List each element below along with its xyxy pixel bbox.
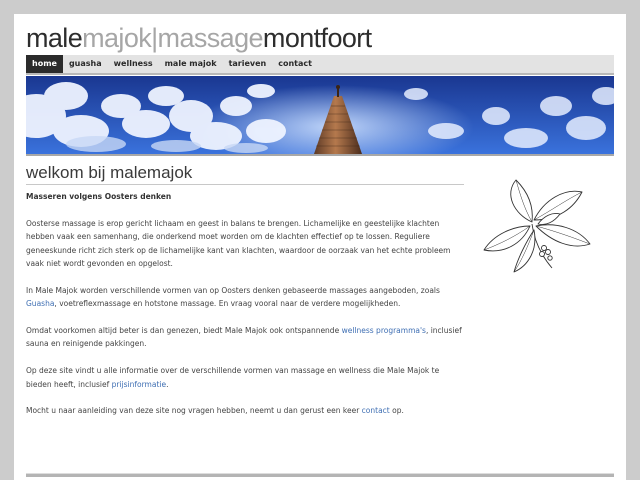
footer-divider: [26, 473, 614, 477]
page-title: welkom bij malemajok: [26, 162, 464, 185]
paragraph-4-text-a: Op deze site vindt u alle informatie over de verschillende vormen van massage en wellness die Male Majok te bieden heeft, inclusief: [26, 366, 440, 389]
page-container: [14, 14, 626, 480]
nav-item-home[interactable]: home: [26, 55, 63, 73]
link-wellness-programmas[interactable]: wellness programma's: [341, 326, 426, 336]
main-content: [26, 190, 466, 431]
paragraph-3-text-b: , inclusief sauna en reinigende pakkingen.: [26, 326, 462, 349]
nav-item-contact[interactable]: contact: [278, 59, 312, 68]
paragraph-2-text-a: In Male Majok worden verschillende vormen van op Oosters denken gebaseerde massages aangeboden, zoals: [26, 285, 440, 295]
site-title-part-montfoort: montfoort: [262, 23, 372, 53]
paragraph-5-text-a: Mocht u naar aanleiding van deze site nog vragen hebben, neemt u dan gerust een keer: [26, 406, 362, 416]
nav-item-wellness[interactable]: wellness: [113, 59, 153, 68]
site-title-part-male: male: [26, 23, 83, 53]
site-title[interactable]: [26, 21, 372, 55]
main-nav: [26, 55, 614, 75]
paragraph-4: [26, 364, 466, 391]
paragraph-2: [26, 284, 466, 311]
paragraph-5-text-b: op.: [389, 406, 404, 416]
link-contact[interactable]: contact: [361, 406, 390, 416]
link-prijsinformatie[interactable]: prijsinformatie: [111, 379, 167, 389]
intro-text: Masseren volgens Oosters denken: [26, 192, 172, 201]
paragraph-2-text-b: , voetreflexmassage en hotstone massage. En vraag vooral naar de verdere mogelijkheden.: [54, 299, 401, 309]
nav-item-guasha[interactable]: guasha: [68, 59, 102, 68]
paragraph-5: [26, 404, 466, 417]
paragraph-4-text-b: .: [166, 379, 169, 389]
paragraph-3: [26, 324, 466, 351]
nav-item-male-majok[interactable]: male majok: [164, 59, 217, 68]
leaf-sketch-icon: [474, 164, 600, 274]
link-guasha[interactable]: Guasha: [26, 299, 55, 309]
nav-item-tarieven[interactable]: tarieven: [228, 59, 267, 68]
header-banner-image: [26, 76, 614, 156]
site-title-part-majok-massage: majok|massage: [82, 23, 263, 53]
paragraph-3-text-a: Omdat voorkomen altijd beter is dan genezen, biedt Male Majok ook ontspannende: [26, 326, 342, 336]
paragraph-1: Oosterse massage is erop gericht lichaam en geest in balans te brengen. Lichamelijke en geestelijke klachten hebben vaak een samenhang, die onderkend moet worden om de klachten effectief op te lossen. Reguliere geneeskunde richt zich sterk op de lichamelijke kant van klachten, waardoor de oorzaak van het echte probleem vaak niet wordt gevonden en opgelost.: [26, 218, 451, 269]
